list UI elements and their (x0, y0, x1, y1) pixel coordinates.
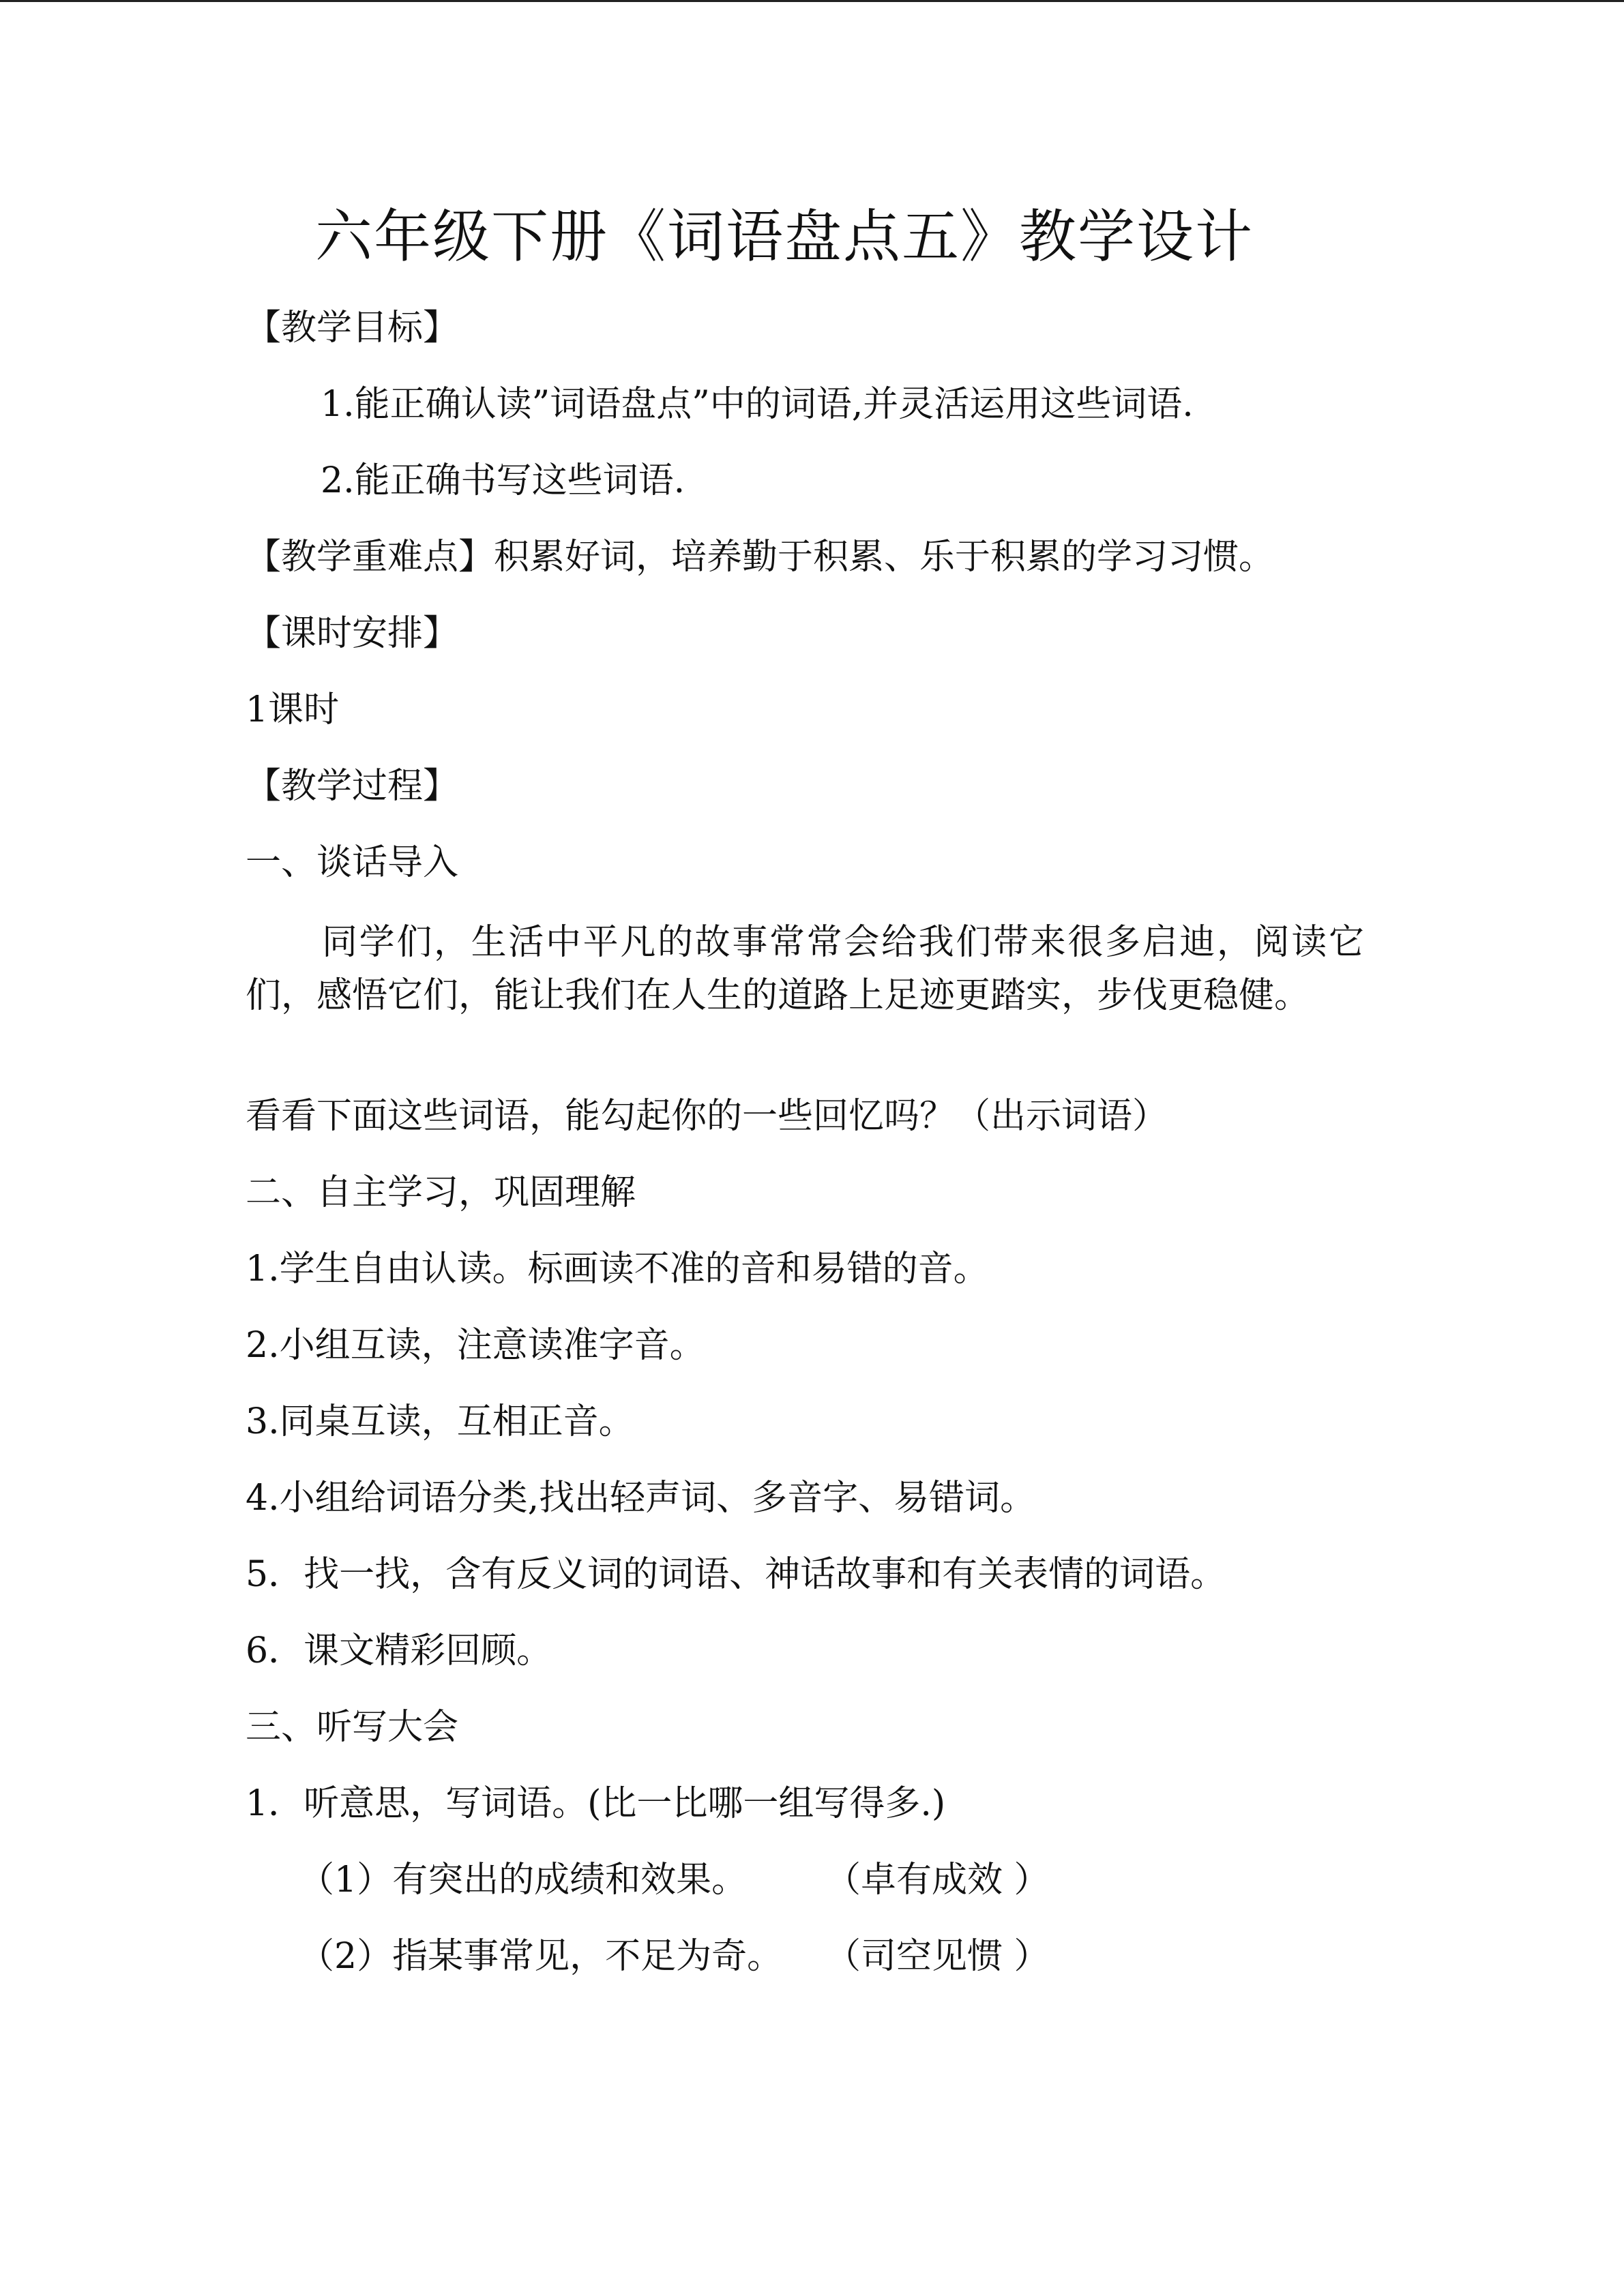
schedule-heading: 【课时安排】 (246, 613, 459, 654)
process-heading: 【教学过程】 (246, 766, 459, 807)
question-1-answer: （卓有成效 ） (825, 1860, 1050, 1900)
section2-heading: 二、自主学习，巩固理解 (246, 1172, 636, 1213)
section2-item-4: 4.小组给词语分类,找出轻声词、多音字、易错词。 (246, 1478, 1036, 1519)
key-points: 【教学重难点】积累好词，培养勤于积累、乐于积累的学习习惯。 (246, 537, 1275, 578)
schedule-value: 1课时 (246, 689, 340, 730)
question-2-prompt: （2）指某事常见，不足为奇。 (299, 1936, 783, 1977)
section3-heading: 三、听写大会 (246, 1707, 459, 1748)
section2-item-5: 5．找一找，含有反义词的词语、神话故事和有关表情的词语。 (246, 1554, 1226, 1595)
section2-item-1: 1.学生自由认读。标画读不准的音和易错的音。 (246, 1249, 989, 1289)
section2-item-3: 3.同桌互读，互相正音。 (246, 1401, 634, 1442)
objectives-heading: 【教学目标】 (246, 308, 459, 348)
section3-task: 1．听意思，写词语。(比一比哪一组写得多.) (246, 1783, 946, 1824)
section1-heading: 一、谈话导入 (246, 842, 459, 883)
section1-paragraph: 同学们，生活中平凡的故事常常会给我们带来很多启迪，阅读它们，感悟它们，能让我们在人生的道路上足迹更踏实，步伐更稳健。 (246, 922, 1364, 1016)
section1-prompt: 看看下面这些词语，能勾起你的一些回忆吗？（出示词语） (246, 1096, 1168, 1137)
question-2-answer: （司空见惯 ） (825, 1936, 1050, 1977)
section2-item-2: 2.小组互读，注意读准字音。 (246, 1325, 705, 1366)
objective-item-2: 2.能正确书写这些词语. (321, 460, 685, 501)
objective-item-1: 1.能正确认读”词语盘点”中的词语,并灵活运用这些词语. (321, 384, 1194, 425)
document-title: 六年级下册《词语盘点五》教学设计 (314, 203, 1254, 270)
section2-item-6: 6．课文精彩回顾。 (246, 1630, 552, 1671)
question-1-prompt: （1）有突出的成绩和效果。 (299, 1860, 748, 1900)
